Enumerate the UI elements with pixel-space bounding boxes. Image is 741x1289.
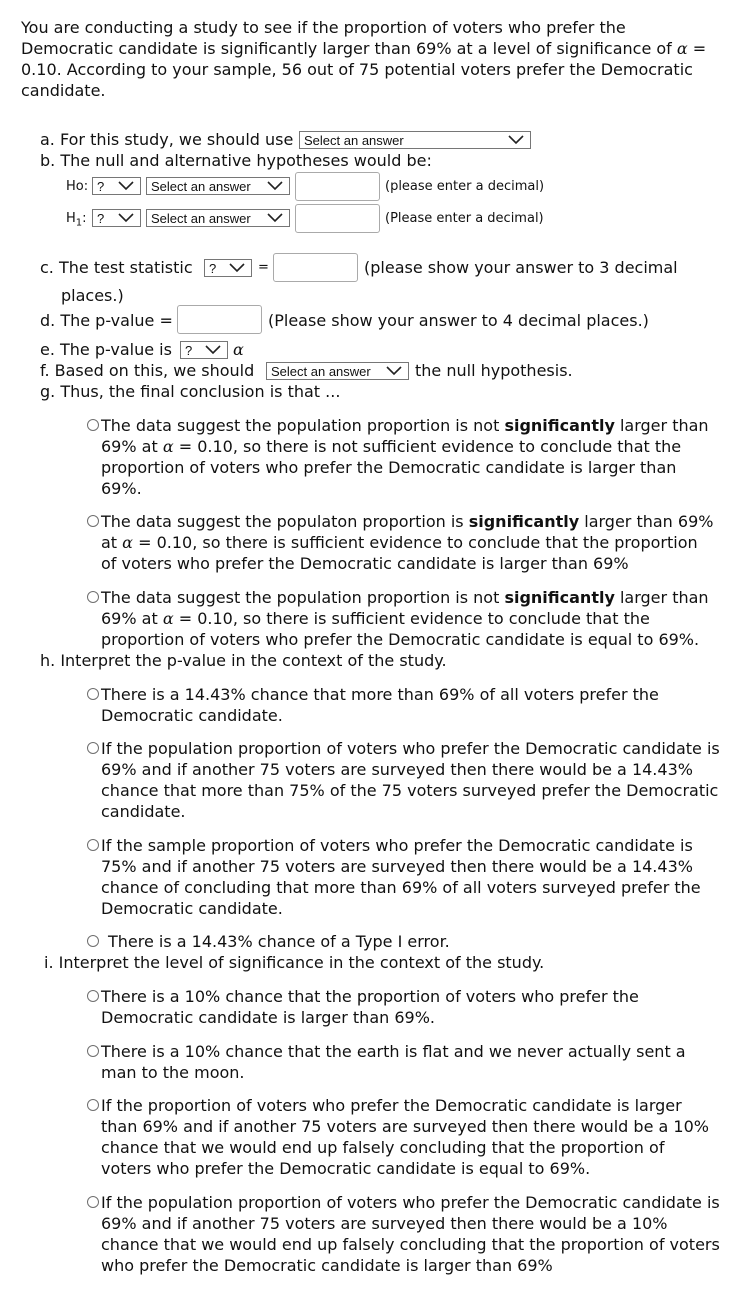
- test-statistic-input[interactable]: [273, 253, 358, 282]
- pvalue-interpretation-3-radio[interactable]: [87, 839, 99, 851]
- conclusion-option-1: The data suggest the population proportion is not significantly larger than 69% at α = 0.10, so there is not sufficient evidence to conclude that the proportion of voters who prefer the Democratic candidate is larger than 69%.: [101, 416, 709, 498]
- h1-value-input[interactable]: [295, 204, 380, 233]
- part-h-label: h. Interpret the p-value in the context of the study.: [40, 651, 447, 670]
- chevron-down-icon: [267, 213, 283, 223]
- chevron-down-icon: [118, 181, 134, 191]
- alpha-symbol: α: [676, 39, 688, 58]
- part-c-hint: (please show your answer to 3 decimal: [364, 258, 678, 277]
- intro-line-4: candidate.: [21, 81, 106, 100]
- part-d-label: d. The p-value =: [40, 311, 173, 330]
- pvalue-interpretation-1: There is a 14.43% chance that more than 69% of all voters prefer the Democratic candidate.: [101, 685, 659, 725]
- pvalue-interpretation-2-radio[interactable]: [87, 742, 99, 754]
- alpha-interpretation-4-radio[interactable]: [87, 1196, 99, 1208]
- part-d-hint: (Please show your answer to 4 decimal places.): [268, 311, 649, 330]
- part-g-label: g. Thus, the final conclusion is that ...: [40, 382, 341, 401]
- alpha-interpretation-1: There is a 10% chance that the proportion of voters who prefer the Democratic candidate is larger than 69%.: [101, 987, 639, 1027]
- alpha-interpretation-3: If the proportion of voters who prefer the Democratic candidate is larger than 69% and if another 75 voters are surveyed then there would be a 10% chance that we would end up falsely concluding that the proportion of voters who prefer the Democratic candidate is equal to 69%.: [101, 1096, 709, 1178]
- alpha-interpretation-2-radio[interactable]: [87, 1045, 99, 1057]
- pvalue-interpretation-2: If the population proportion of voters who prefer the Democratic candidate is 69% and if another 75 voters are surveyed then there would be a 14.43% chance that more than 75% of the 75 voters surveyed prefer the Democratic candidate.: [101, 739, 720, 821]
- part-i-label: i. Interpret the level of significance in the context of the study.: [44, 953, 545, 972]
- intro-line-2: Democratic candidate is significantly larger than 69% at a level of significance of α =: [21, 39, 707, 58]
- alpha-interpretation-4: If the population proportion of voters who prefer the Democratic candidate is 69% and if another 75 voters are surveyed then there would be a 10% chance that we would end up falsely concluding that the proportion of voters who prefer the Democratic candidate is larger than 69%: [101, 1193, 720, 1275]
- chevron-down-icon: [386, 366, 402, 376]
- h1-label: $H_1$:: [66, 211, 87, 229]
- pvalue-interpretation-3: If the sample proportion of voters who prefer the Democratic candidate is 75% and if another 75 voters are surveyed then there would be a 14.43% chance of concluding that more than 69% of all voters surveyed prefer the Democratic candidate.: [101, 836, 701, 918]
- h1-operator-select[interactable]: ?: [92, 209, 141, 227]
- alpha-interpretation-1-radio[interactable]: [87, 990, 99, 1002]
- conclusion-option-3-radio[interactable]: [87, 591, 99, 603]
- conclusion-option-3: The data suggest the population proportion is not significantly larger than 69% at α = 0.10, so there is sufficient evidence to conclude that the proportion of voters who prefer the Democratic candidate is equal to 69%.: [101, 588, 709, 649]
- chevron-down-icon: [229, 263, 245, 273]
- p-value-input[interactable]: [177, 305, 262, 334]
- part-f-suffix: the null hypothesis.: [415, 361, 573, 380]
- pvalue-interpretation-4: There is a 14.43% chance of a Type I error.: [108, 932, 450, 951]
- part-c-label: c. The test statistic: [40, 258, 193, 277]
- h0-label: Ho:: [66, 179, 89, 194]
- chevron-down-icon: [267, 181, 283, 191]
- pvalue-interpretation-4-radio[interactable]: [87, 935, 99, 947]
- alpha-interpretation-3-radio[interactable]: [87, 1099, 99, 1111]
- h1-parameter-select[interactable]: Select an answer: [146, 209, 290, 227]
- part-f-label: f. Based on this, we should: [40, 361, 255, 380]
- pvalue-interpretation-1-radio[interactable]: [87, 688, 99, 700]
- part-c-hint-2: places.): [61, 286, 124, 305]
- h0-parameter-select[interactable]: Select an answer: [146, 177, 290, 195]
- intro-line-1: You are conducting a study to see if the proportion of voters who prefer the: [21, 18, 626, 37]
- conclusion-option-2: The data suggest the populaton proportion is significantly larger than 69% at α = 0.10, so there is sufficient evidence to conclude that the proportion of voters who prefer the Democratic candidate is larger than 69%: [101, 512, 714, 573]
- h0-operator-select[interactable]: ?: [92, 177, 141, 195]
- part-b-label: b. The null and alternative hypotheses would be:: [40, 151, 432, 170]
- h0-hint: (please enter a decimal): [385, 179, 545, 194]
- conclusion-option-1-radio[interactable]: [87, 419, 99, 431]
- decision-select[interactable]: Select an answer: [266, 362, 409, 380]
- h1-hint: (Please enter a decimal): [385, 211, 544, 226]
- alpha-symbol: α: [233, 340, 244, 359]
- part-a-label: a. For this study, we should use: [40, 130, 294, 149]
- chevron-down-icon: [118, 213, 134, 223]
- conclusion-option-2-radio[interactable]: [87, 515, 99, 527]
- h0-value-input[interactable]: [295, 172, 380, 201]
- chevron-down-icon: [205, 345, 221, 355]
- chevron-down-icon: [508, 135, 524, 145]
- equals-sign: =: [258, 260, 269, 275]
- p-value-comparison-select[interactable]: ?: [180, 341, 228, 359]
- test-statistic-select[interactable]: ?: [204, 259, 252, 277]
- intro-line-3: 0.10. According to your sample, 56 out of 75 potential voters prefer the Democratic: [21, 60, 693, 79]
- test-type-select[interactable]: Select an answer: [299, 131, 531, 149]
- part-e-label: e. The p-value is: [40, 340, 172, 359]
- alpha-interpretation-2: There is a 10% chance that the earth is flat and we never actually sent a man to the moon.: [101, 1042, 686, 1082]
